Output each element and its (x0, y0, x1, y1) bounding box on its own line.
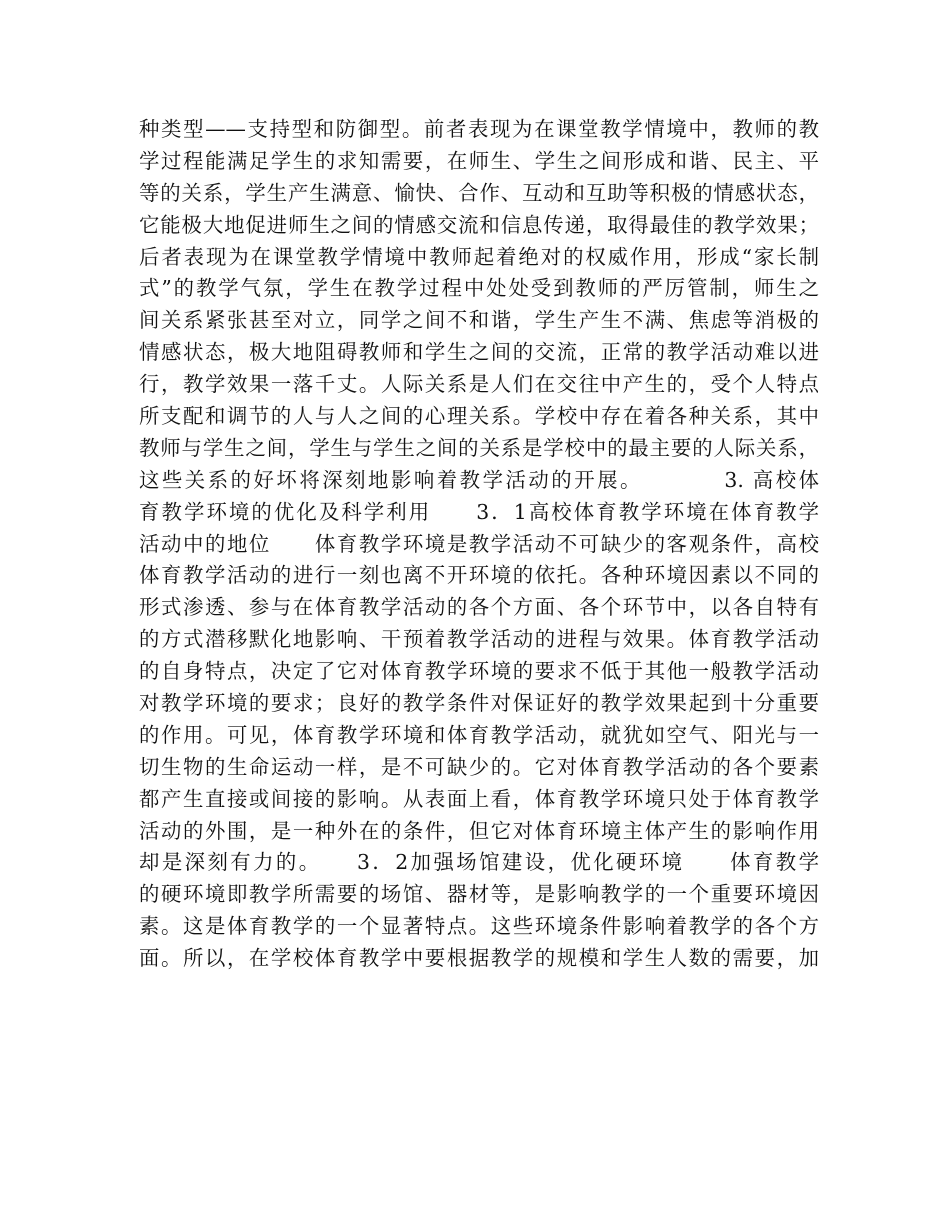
text-line: 教师与学生之间，学生与学生之间的关系是学校中的最主要的人际关系， (139, 435, 819, 460)
text-line: 体育教学活动的进行一刻也离不开环境的依托。各种环境因素以不同的 (139, 563, 819, 588)
text-line: 的硬环境即教学所需要的场馆、器材等，是影响教学的一个重要环境因 (139, 882, 819, 907)
text-line: 的自身特点，决定了它对体育教学环境的要求不低于其他一般教学活动 (139, 659, 819, 684)
text-line: 活动中的地位 体育教学环境是教学活动不可缺少的客观条件，高校 (139, 531, 819, 556)
text-line: 种类型——支持型和防御型。前者表现为在课堂教学情境中，教师的教 (139, 117, 819, 141)
text-line: 切生物的生命运动一样，是不可缺少的。它对体育教学活动的各个要素 (139, 754, 819, 779)
text-line: 式”的教学气氛，学生在教学过程中处处受到教师的严厉管制，师生之 (139, 276, 819, 301)
text-line: 间关系紧张甚至对立，同学之间不和谐，学生产生不满、焦虑等消极的 (139, 308, 819, 333)
body-text (139, 114, 819, 975)
text-line: 育教学环境的优化及科学利用 3．1高校体育教学环境在体育教学 (139, 499, 819, 524)
text-line: 这些关系的好坏将深刻地影响着教学活动的开展。 3. 高校体 (139, 467, 819, 492)
text-line: 行，教学效果一落千丈。人际关系是人们在交往中产生的，受个人特点 (139, 372, 819, 397)
text-line: 对教学环境的要求；良好的教学条件对保证好的教学效果起到十分重要 (139, 691, 819, 716)
text-line: 的方式潜移默化地影响、干预着教学活动的进程与效果。体育教学活动 (139, 627, 819, 652)
text-line: 形式渗透、参与在体育教学活动的各个方面、各个环节中，以各自特有 (139, 595, 819, 620)
text-line: 情感状态，极大地阻碍教师和学生之间的交流，正常的教学活动难以进 (139, 340, 819, 365)
text-line: 的作用。可见，体育教学环境和体育教学活动，就犹如空气、阳光与一 (139, 722, 819, 747)
text-line: 后者表现为在课堂教学情境中教师起着绝对的权威作用，形成“家长制 (139, 244, 819, 269)
text-line: 却是深刻有力的。 3．2加强场馆建设，优化硬环境 体育教学 (139, 850, 819, 875)
text-line: 都产生直接或间接的影响。从表面上看，体育教学环境只处于体育教学 (139, 786, 819, 811)
text-line: 素。这是体育教学的一个显著特点。这些环境条件影响着教学的各个方 (139, 914, 819, 939)
text-line: 学过程能满足学生的求知需要，在师生、学生之间形成和谐、民主、平 (139, 148, 819, 173)
text-line: 等的关系，学生产生满意、愉快、合作、互动和互助等积极的情感状态， (139, 180, 819, 205)
text-line: 所支配和调节的人与人之间的心理关系。学校中存在着各种关系，其中 (139, 404, 819, 429)
text-line: 活动的外围，是一种外在的条件，但它对体育环境主体产生的影响作用 (139, 818, 819, 843)
text-line: 它能极大地促进师生之间的情感交流和信息传递，取得最佳的教学效果； (139, 212, 819, 237)
text-line: 面。所以，在学校体育教学中要根据教学的规模和学生人数的需要，加 (139, 946, 819, 971)
